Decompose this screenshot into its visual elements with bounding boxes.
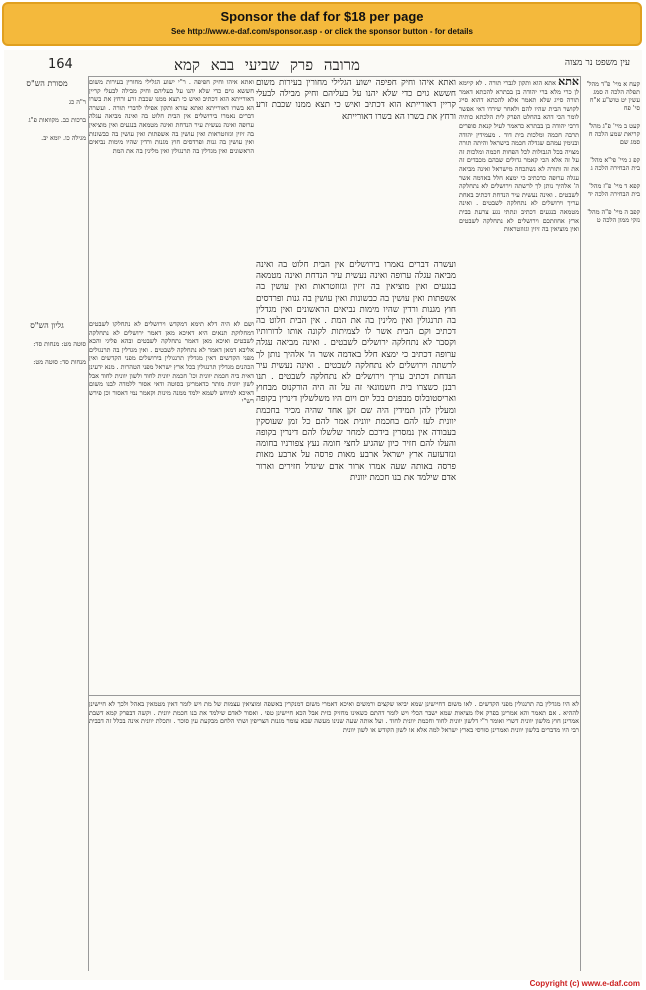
margin-note: מנחות סד: סוטה מט: xyxy=(33,358,86,366)
masoret-label: מסורת הש"ס xyxy=(26,79,68,88)
margin-note: מגילה כו. יומא יב. xyxy=(41,134,86,142)
column-rule-right xyxy=(580,76,581,971)
margin-note: ר"ה כג xyxy=(68,98,86,106)
ein-mishpat-margin xyxy=(582,80,640,970)
sponsor-title[interactable]: Sponsor the daf for $18 per page xyxy=(220,9,424,24)
rashi-text: אתא הוא ותקון לגברי תורה . לא קיימא לן כרי מלא ברי יהודה בן בבתרא להכתא דאמר תורה סייג שלא תאמר אלא להכתא דהוא סייג לקושר הבית שהיו להם ולאחר שירדו דאי אפשר לומר הכי דהא בהחלט הפרק לית הלכתא כותיה דרבי יהודה בן בבתרא כדאמר לעיל קנאת סופרים תרבה חכמה ומלכות בית דוד . מעמידין יהודה ובנימין עמהם שגדלה חכמה בישראל והיתה תורה מצויה בכל הגבולות לכל הפחות חכמה ומלכות זה על זה אלא הכי קאמר גדולים שבהם מכבדים זה את זה ותורה לא נשתכחה מישראל ואינה מביאה עגלה ערופה כדכתיב כי ימצא חלל באדמה אשר ה' אלהיך נותן לך לרשתה וירושלים לא נתחלקה לשבטים . ואינה נעשית עיר הנדחת דכתיב באחת עריך וירושלים לא נתחלקה לשבטים . ואינה מטמאה בנגעים דכתיב ונתתי נגע צרעת בבית ארץ אחוזתכם וירושלים לא נתחלקה לשבטים ואין מוציאין בה זיזין וגזוזטראות xyxy=(459,79,579,234)
gilyon-label: גליון הש"ס xyxy=(30,321,64,330)
sponsor-link[interactable]: See http://www.e-daf.com/sponsor.asp - or click the sponsor button - for details xyxy=(171,27,473,36)
tosafot-commentary-continued xyxy=(89,320,254,690)
margin-note: ברכות כב. מקוואות פ"ג xyxy=(28,116,86,124)
margin-note: קפ ג מיי' פי"א מהל' בית הבחירה הלכה ג xyxy=(590,156,640,172)
margin-note: קעט ב מיי' פ"ג מהל' קריאת שמע הלכה ח סמג שם xyxy=(588,122,640,146)
running-head: מרובה פרק שביעי בבא קמא xyxy=(174,56,360,74)
page-header xyxy=(4,56,642,76)
copyright-notice: Copyright (c) www.e-daf.com xyxy=(529,979,640,988)
sponsor-banner[interactable] xyxy=(2,2,642,46)
gemara-text-top xyxy=(256,78,456,258)
margin-note: קעח א מיי' פ"ד מהל' תפלה הלכה ה סמג עשין יט טוש"ע א"ח סי' פח xyxy=(586,80,640,112)
margin-note: קפב ה מיי' פ"ה מהל' נזקי ממון הלכה ט xyxy=(587,208,640,224)
page-number: 164 xyxy=(48,57,73,72)
rashi-opening-word: אתא xyxy=(558,78,579,88)
bottom-rule xyxy=(88,695,580,696)
margin-note: סוטה מט: מנחות סד: xyxy=(33,340,86,348)
header-ein-mishpat: עין משפט נר מצוה xyxy=(564,58,630,68)
bottom-commentary xyxy=(89,700,579,970)
rashi-commentary xyxy=(459,78,579,690)
gemara-top-text: ואתא איהו וחיק חפיפה ישוע הגלילי מחורין בעירות משום חששא גוים כדי שלא יהנו על בעליהם וחיק מבילה לבעלי קריין דאורייתא הוא דכתיב ואיש כי תצא ממנו שכבת זרע ורחץ את בשרו הא בשרו דאורייתא xyxy=(256,78,456,122)
header-rule xyxy=(88,76,580,77)
gemara-main-text: ועשרה דברים נאמרו בירושלים אין הבית חלוט בה ואינה מביאה עגלה ערופה ואינה נעשית עיר הנדחת ואינה מטמאה בנגעים ואין מוציאין בה זיזין וגזוזטראות ואין עושין בה אשפתות ואין עושין בה כבשונות ואין עושין בה גנות ופרדסים חוץ מגנות ורדין שהיו מימות נביאים הראשונים ואין מגדלין בה תרנגולין ואין מלינין בה את המת . אין הבית חלוט בה דכתיב וקם הבית אשר לו לצמיתות לקונה אותו לדורותיו וקסבר לא נתחלקה ירושלים לשבטים . ואינה מביאה עגלה ערופה דכתיב כי ימצא חלל באדמה אשר ה' אלהיך נותן לך לרשתה וירושלים לא נתחלקה לשבטים . ואינה נעשית עיר הנדחת דכתיב עריך וירושלים לא נתחלקה לשבטים . תנו רבנן כשצרו בית חשמונאי זה על זה היה הורקנוס מבחוץ ואריסטובלוס מבפנים בכל יום ויום היו משלשלין דינרין בקופה ומעלין להן תמידין היה שם זקן אחד שהיה מכיר בחכמת יוונית לעז להם בחכמת יוונית אמר להם כל זמן שעוסקין בעבודה אין נמסרין בידכם למחר שלשלו להם דינרין בקופה והעלו להם חזיר כיון שהגיע לחצי חומה נעץ צפורניו בחומה ונזדעזעה ארץ ישראל ארבע מאות פרסה על ארבע מאות פרסה באותה שעה אמרו ארור אדם שיגדל חזירים וארור אדם שילמד את בנו חכמת יוונית xyxy=(256,260,456,483)
tosafot-commentary xyxy=(89,78,254,318)
margin-note: קפא ד מיי' פ"ז מהל' בית הבחירה הלכה יד xyxy=(588,182,640,198)
tosafot2-text: ושם לא היה דלא תימא דמקדש וירושלים לא נתחלקו לשבטים דמחלוקת תנאים היא דאיכא מאן דאמר ירושלים לא נתחלקה לשבטים ואיכא מאן דאמר נתחלקה לשבטים ובהא פליגי והכא אליבא דמאן דאמר לא נתחלקה לשבטים . ואין מגדלין בה תרנגולים מפני הקדשים דאין מגדלין תרנגולין בירושלים מפני הקדשים ואין הכהנים מגדלין תרנגולין בכל ארץ ישראל מפני הטהרות . מנא ידעינן דאית ביה חכמת יוונית וכו' חכמת יוונית לחוד ולשון יוונית לחוד אבל לשון יוונית מותר כדאמרינן בסוטה ודאי אסור ללמדה לבנו משום דאיכא למיחש לשמא ילמד ממנה מינות וקאמר נמי דאסור וכן פירש רש"י xyxy=(89,320,254,406)
gemara-text xyxy=(256,260,456,690)
bottom-text: לא היו מגדלין בה תרנגולין מפני הקדשים . לאו משום דחיישינן שמא יביאו שקצים ורמשים ואיכא דאמרי משום דמנקרין באשפה ומוציאין עצמות של מת ויש לומר דאין מטמאין באהל ולכך לא חיישינן לההיא . אם תאמר והא אמרינן בפרק אלו מציאות שמא ישבר הכלי ויש לומר דהתם כשאינו מחזיק כזית אבל הכא חיישינן טפי . ואסור לאדם שילמד את בנו חכמת יוונית . וקשה דבפרק קמא דשבת אמרינן חוץ מלשון יוונית דשרי ואומר ר"י דלשון יוונית לחוד וחכמת יוונית לחוד . ועל אותה שעה שנינו מעשה שבא עומר מגנות הצריפין ושתי הלחם מבקעת עין סוכר . ותכלת יוונית אינה בכלל זה דבבית רבי היו מדברים בלשון יוונית ואמרינן סורסי בארץ ישראל למה אלא או לשון הקודש או לשון יוונית xyxy=(89,700,579,734)
tosafot-text: ואתא איהו וחיק חפיפה . ר"י ישוע הגלילי מחורין בעירות משום חששא גוים כדי שלא יהנו על בעליהם וחיק מבילה לבעלי קריין דאורייתא הוא דכתיב ואיש כי תצא ממנו שכבת זרע ורחץ את בשרו הא בשרו דאורייתא ואתא עזרא ותקון אפילו לדברי תורה . ועשרה דברים נאמרו בירושלים אין הבית חלוט בה ואינה מביאה עגלה ערופה ואינה נעשית עיר הנדחת ואינה מטמאה בנגעים ואין מוציאין בה זיזין וגזוזטראות ואין עושין בה אשפתות ואין עושין בה כבשונות ואין עושין בה גנות ופרדסים חוץ מגנות ורדין שהיו מימות נביאים הראשונים ואין מגדלין בה תרנגולין ואין מלינין בה את המת xyxy=(89,78,254,155)
sponsor-subtitle[interactable] xyxy=(4,27,640,36)
masoret-hashas-margin xyxy=(8,80,86,970)
talmud-page xyxy=(4,50,642,980)
